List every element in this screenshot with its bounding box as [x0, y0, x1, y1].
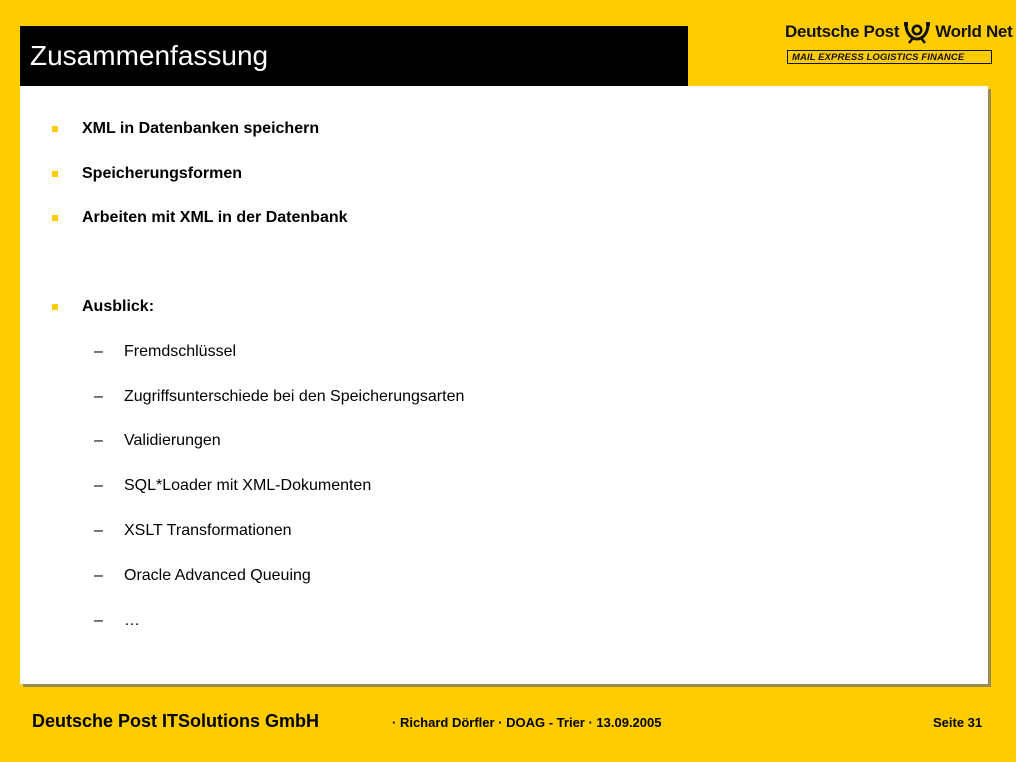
sub-item-text: Validierungen: [124, 432, 221, 449]
logo-tagline: MAIL EXPRESS LOGISTICS FINANCE: [787, 50, 992, 64]
dash-bullet: –: [94, 612, 103, 629]
dash-bullet: –: [94, 522, 103, 539]
dash-bullet: –: [94, 432, 103, 449]
square-bullet-icon: [52, 304, 58, 310]
sub-item-text: Oracle Advanced Queuing: [124, 567, 311, 584]
logo-brand-suffix: World Net: [935, 22, 1013, 41]
post-horn-icon: [903, 20, 931, 44]
sub-item-text: …: [124, 612, 140, 629]
bullet-text: Arbeiten mit XML in der Datenbank: [82, 209, 348, 226]
logo-brand: Deutsche Post: [785, 22, 900, 41]
dash-bullet: –: [94, 388, 103, 405]
square-bullet-icon: [52, 215, 58, 221]
sub-item-text: SQL*Loader mit XML-Dokumenten: [124, 477, 372, 494]
dash-bullet: –: [94, 567, 103, 584]
bullet-item: [20, 208, 348, 228]
bullet-text: Speicherungsformen: [82, 165, 243, 182]
bullet-item: [20, 164, 243, 184]
footer-meta: · Richard Dörfler · DOAG - Trier · 13.09.2005: [392, 715, 662, 730]
sub-item-text: Fremdschlüssel: [124, 343, 237, 360]
sub-item-text: XSLT Transformationen: [124, 522, 292, 539]
square-bullet-icon: [52, 126, 58, 132]
square-bullet-icon: [52, 171, 58, 177]
outlook-heading: [20, 297, 155, 317]
dash-bullet: –: [94, 343, 103, 360]
slide-title: Zusammenfassung: [30, 40, 269, 71]
footer-company: Deutsche Post ITSolutions GmbH: [32, 711, 320, 731]
content-panel: [20, 86, 988, 684]
footer-page-number: Seite 31: [933, 715, 983, 730]
sub-item-text: Zugriffsunterschiede bei den Speicherungsarten: [124, 388, 465, 405]
dash-bullet: –: [94, 477, 103, 494]
slide-title-bar: [20, 26, 688, 86]
outlook-label: Ausblick:: [82, 298, 155, 315]
bullet-text: XML in Datenbanken speichern: [82, 120, 320, 137]
deutsche-post-logo: [785, 16, 1013, 66]
bullet-item: [20, 119, 320, 139]
